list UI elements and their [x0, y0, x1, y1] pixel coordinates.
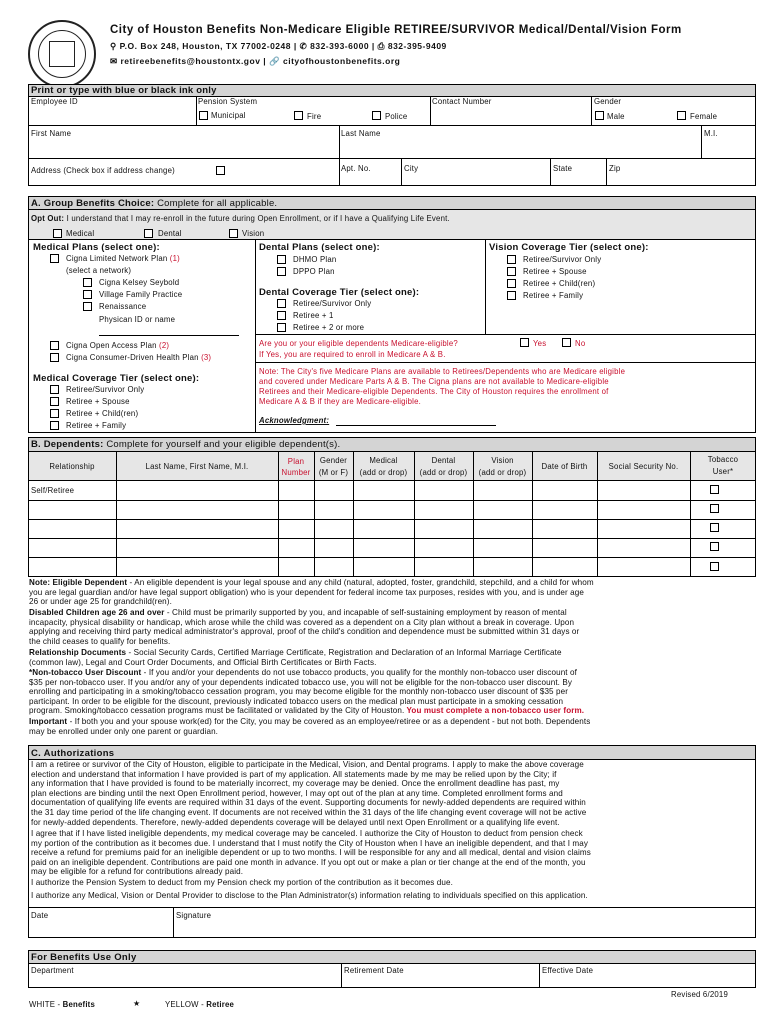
dental-tier-label-1: Retiree/Survivor Only [293, 299, 372, 308]
form-title: City of Houston Benefits Non-Medicare Eligible RETIREE/SURVIVOR Medical/Dental/Vision Form [110, 24, 682, 36]
fax-icon: ⎙ [377, 41, 385, 51]
select-network-label: (select a network) [66, 266, 132, 275]
important-note: Important - If both you and your spouse work(ed) for the City, you may be covered as an employee/retiree or as a dependent - but not both. Dependents may be enrolled under only one parent or guardian. [29, 717, 591, 736]
cigna-network-checkbox[interactable] [50, 254, 59, 263]
physician-label: Physican ID or name [99, 315, 176, 324]
col-gender-1: Gender [319, 456, 348, 465]
col-name: Last Name, First Name, M.I. [145, 462, 249, 471]
authorization-paragraph-4: I authorize any Medical, Vision or Dental Provider to disclose to the Plan Administrator(s) information relating to individuals specified on this application. [31, 891, 588, 900]
renaissance-checkbox[interactable] [83, 302, 92, 311]
gender-label: Gender [594, 97, 622, 106]
col-ssn: Social Security No. [608, 462, 679, 471]
star-icon: ★ [133, 999, 141, 1008]
fire-label: Fire [307, 112, 322, 121]
kelsey-label: Cigna Kelsey Seybold [99, 278, 180, 287]
address-change-checkbox[interactable] [216, 166, 225, 175]
optout-medical-label: Medical [66, 229, 95, 238]
municipal-checkbox[interactable] [199, 111, 208, 120]
section-b-heading: B. Dependents: Complete for yourself and your eligible dependent(s). [31, 439, 341, 450]
authorization-paragraph-1: I am a retiree or survivor of the City of Houston, eligible to participate in the Medical, Vision, and Dental programs. I apply to make the above coverage election and understand that information I have provided is part of my application. All statements made by me may be relied upon by the City; if any information that I have provided is found to be materially incorrect, my coverage may be denied. Once the enrollment deadline has past, my plan elections are binding until the next Open Enrollment period, however, I may opt out of the plan at any time. Completed enrollment forms and documentation of qualifying life events are required within 31 days of the event. Supporting documents for newly-added dependents are required within the 31 day time period of the life changing event. If documents are not received within the 31 days of the life changing event coverage will not be active for newly-added dependents. Therefore, newly-added dependents coverage will be delayed until next Open Enrollment or a qualifying life event. [31, 760, 587, 827]
self-retiree-label: Self/Retiree [31, 486, 75, 495]
employee-id-label: Employee ID [31, 97, 78, 106]
med-tier-checkbox-1[interactable] [50, 385, 59, 394]
signature-field[interactable] [176, 920, 752, 936]
vision-tier-label-4: Retiree + Family [523, 291, 584, 300]
open-access-checkbox[interactable] [50, 341, 59, 350]
date-label: Date [31, 911, 49, 920]
first-name-label: First Name [31, 129, 72, 138]
medicare-yes-checkbox[interactable] [520, 338, 529, 347]
medicare-note-1: Note: The City's five Medicare Plans are available to Retirees/Dependents who are Medicare eligible [259, 367, 626, 376]
section-c-heading: C. Authorizations [31, 748, 115, 759]
vision-tier-heading: Vision Coverage Tier (select one): [489, 242, 649, 253]
cigna-network-label: Cigna Limited Network Plan (1) [66, 254, 180, 263]
col-plan-2: Number [281, 468, 311, 477]
optout-dental-checkbox[interactable] [144, 229, 153, 238]
medical-plans-heading: Medical Plans (select one): [33, 242, 160, 253]
acknowledgment-line[interactable] [336, 425, 496, 426]
office-use-heading: For Benefits Use Only [31, 952, 137, 963]
ink-banner: Print or type with blue or black ink only [31, 85, 217, 96]
yellow-copy-label: YELLOW - Retiree [165, 1000, 235, 1009]
revised-date: Revised 6/2019 [671, 990, 728, 999]
phone-number: 832-393-6000 [310, 41, 370, 51]
med-tier-checkbox-2[interactable] [50, 397, 59, 406]
retirement-date-label: Retirement Date [344, 966, 404, 975]
optout-dental-label: Dental [158, 229, 182, 238]
mi-label: M.I. [704, 129, 718, 138]
col-vision-1: Vision [491, 456, 514, 465]
col-vision-2: (add or drop) [478, 468, 527, 477]
cdhp-checkbox[interactable] [50, 353, 59, 362]
physician-line[interactable] [99, 335, 239, 336]
col-dental-1: Dental [431, 456, 456, 465]
vision-tier-checkbox-4[interactable] [507, 291, 516, 300]
mailing-address: P.O. Box 248, Houston, TX 77002-0248 [119, 41, 291, 51]
city-seal-logo [28, 20, 96, 88]
col-medical-2: (add or drop) [359, 468, 408, 477]
female-checkbox[interactable] [677, 111, 686, 120]
address-label: Address (Check box if address change) [31, 166, 175, 175]
optout-medical-checkbox[interactable] [53, 229, 62, 238]
dhmo-checkbox[interactable] [277, 255, 286, 264]
tobacco-checkbox-4[interactable] [710, 542, 719, 551]
last-name-label: Last Name [341, 129, 381, 138]
col-tobacco-2: User* [712, 467, 734, 476]
police-label: Police [385, 112, 408, 121]
col-dental-2: (add or drop) [419, 468, 468, 477]
contact-number-label: Contact Number [432, 97, 492, 106]
tobacco-checkbox-2[interactable] [710, 504, 719, 513]
village-label: Village Family Practice [99, 290, 183, 299]
med-tier-checkbox-4[interactable] [50, 421, 59, 430]
zip-label: Zip [609, 164, 621, 173]
dppo-checkbox[interactable] [277, 267, 286, 276]
male-label: Male [607, 112, 625, 121]
tobacco-checkbox-3[interactable] [710, 523, 719, 532]
medicare-no-checkbox[interactable] [562, 338, 571, 347]
state-label: State [553, 164, 573, 173]
dental-tier-label-3: Retiree + 2 or more [293, 323, 365, 332]
opt-out-text: Opt Out: I understand that I may re-enroll in the future during Open Enrollment, or if I have a Qualifying Life Event. [31, 214, 450, 223]
tobacco-checkbox-1[interactable] [710, 485, 719, 494]
date-field[interactable] [31, 920, 169, 936]
eligible-dependent-note: Note: Eligible Dependent - An eligible dependent is your legal spouse and any child (natural, adopted, foster, grandchild, stepchild, and a child for whom you are legal guardian and/or have legal support obligation) who is your dependent for federal income tax purposes, resides with you, and is under age 26 or under age 25 for grandchild(ren). [29, 578, 594, 607]
dental-tier-checkbox-2[interactable] [277, 311, 286, 320]
col-tobacco-1: Tobacco [707, 455, 739, 464]
optout-vision-label: Vision [242, 229, 265, 238]
website[interactable]: cityofhoustonbenefits.org [283, 56, 401, 66]
disabled-children-note: Disabled Children age 26 and over - Child must be primarily supported by you, and incapable of self-sustaining employment by reason of mental incapacity, physical disability or handicap, which arose while the child was covered as a dependent on a City plan without a break in coverage. Upon applying and receiving third party medical administrator's approval, proof of the child's condition and dependence must be submitted within 31 days or the child ceases to qualify for benefits. [29, 608, 580, 646]
male-checkbox[interactable] [595, 111, 604, 120]
dental-tier-checkbox-1[interactable] [277, 299, 286, 308]
med-tier-label-2: Retiree + Spouse [66, 397, 130, 406]
municipal-label: Municipal [211, 111, 246, 120]
dental-tier-checkbox-3[interactable] [277, 323, 286, 332]
city-label: City [404, 164, 419, 173]
vision-tier-label-1: Retiree/Survivor Only [523, 255, 602, 264]
medicare-yes-label: Yes [533, 339, 547, 348]
medicare-note-3: Retirees and their Medicare-eligible Dependents. The City of Houston requires the enrollment of [259, 387, 609, 396]
web-line: ✉ retireebenefits@houstontx.gov | 🔗 cityofhoustonbenefits.org [110, 56, 401, 66]
link-icon: 🔗 [269, 56, 281, 66]
renaissance-label: Renaissance [99, 302, 147, 311]
med-tier-label-4: Retiree + Family [66, 421, 127, 430]
fire-checkbox[interactable] [294, 111, 303, 120]
col-dob: Date of Birth [541, 462, 588, 471]
police-checkbox[interactable] [372, 111, 381, 120]
cdhp-label: Cigna Consumer-Driven Health Plan (3) [66, 353, 212, 362]
village-checkbox[interactable] [83, 290, 92, 299]
medical-tier-heading: Medical Coverage Tier (select one): [33, 373, 200, 384]
vision-tier-label-3: Retiree + Child(ren) [523, 279, 596, 288]
vision-tier-checkbox-1[interactable] [507, 255, 516, 264]
dental-tier-heading: Dental Coverage Tier (select one): [259, 287, 420, 298]
med-tier-label-3: Retiree + Child(ren) [66, 409, 139, 418]
email-icon: ✉ [110, 56, 118, 66]
dhmo-label: DHMO Plan [293, 255, 337, 264]
fax-number: 832-395-9409 [387, 41, 447, 51]
apt-label: Apt. No. [341, 164, 371, 173]
col-relationship: Relationship [49, 462, 95, 471]
tobacco-checkbox-5[interactable] [710, 562, 719, 571]
signature-label: Signature [176, 911, 212, 920]
medicare-question: Are you or your eligible dependents Medicare-eligible? [259, 339, 458, 348]
optout-vision-checkbox[interactable] [229, 229, 238, 238]
relationship-documents-note: Relationship Documents - Social Security Cards, Certified Marriage Certificate, Registration and Declaration of an Informal Marriage Certificate (common law), Legal and Court Order Documents, and Official Birth Certificates or Birth Facts. [29, 648, 562, 667]
medicare-requirement: If Yes, you are required to enroll in Medicare A & B. [259, 350, 446, 359]
department-label: Department [31, 966, 74, 975]
col-plan-1: Plan [287, 457, 305, 466]
med-tier-checkbox-3[interactable] [50, 409, 59, 418]
pension-system-label: Pension System [198, 97, 258, 106]
phone-icon: ✆ [299, 41, 308, 51]
female-label: Female [690, 112, 718, 121]
email-address[interactable]: retireebenefits@houstontx.gov [120, 56, 261, 66]
col-medical-1: Medical [369, 456, 398, 465]
kelsey-checkbox[interactable] [83, 278, 92, 287]
medicare-note-4: Medicare A & B if they are Medicare-eligible. [259, 397, 421, 406]
vision-tier-label-2: Retiree + Spouse [523, 267, 587, 276]
open-access-label: Cigna Open Access Plan (2) [66, 341, 170, 350]
medicare-note-2: and covered under Medicare Parts A & B. The Cigna plans are not available to Medicare-eligible [259, 377, 609, 386]
col-gender-2: (M or F) [318, 468, 349, 477]
vision-tier-checkbox-2[interactable] [507, 267, 516, 276]
dental-plans-heading: Dental Plans (select one): [259, 242, 380, 253]
authorization-paragraph-2: I agree that if I have listed ineligible dependents, my medical coverage may be canceled. I authorize the City of Houston to deduct from pension check my portion of the contribution as it becomes due. I understand that I must notify the City of Houston when I have an ineligible dependent, and that I may receive a refund for premiums paid for an ineligible dependent or up to two months. I will be responsible for any and all medical, dental and vision claims paid on an ineligible dependent. Contributions are paid one month in advance. If you opt out or make a plan or tier change at the end of the month, you may be eligible for a refund for contributions already paid. [31, 829, 591, 877]
vision-tier-checkbox-3[interactable] [507, 279, 516, 288]
location-pin-icon: ⚲ [110, 41, 117, 51]
section-a-heading: A. Group Benefits Choice: Complete for all applicable. [31, 198, 278, 209]
tobacco-discount-note: *Non-tobacco User Discount - If you and/or your dependents do not use tobacco products, you qualify for the monthly non-tobacco user discount of $35 per non-tobacco user. If you and/or any of your dependents indicated tobacco use, you will not be eligible for the non-tobacco user discount. By enrolling and participating in a smoking/tobacco cessation program, you may become eligible for the monthly non-tobacco user discount of $35 per participant. In order to be eligible for the discount, previously indicated tobacco users on the medical plan must participate in a smoking cessation program. Smoking/tobacco cessation programs must be facilitated or validated by the City of Houston. You must complete a non-tobacco user form. [29, 668, 585, 716]
medicare-no-label: No [575, 339, 586, 348]
dental-tier-label-2: Retiree + 1 [293, 311, 334, 320]
dppo-label: DPPO Plan [293, 267, 335, 276]
effective-date-label: Effective Date [542, 966, 594, 975]
contact-line: ⚲ P.O. Box 248, Houston, TX 77002-0248 | ✆ 832-393-6000 | ⎙ 832-395-9409 [110, 41, 447, 51]
acknowledgment-label: Acknowledgment: [259, 416, 330, 425]
white-copy-label: WHITE - Benefits [29, 1000, 96, 1009]
med-tier-label-1: Retiree/Survivor Only [66, 385, 145, 394]
authorization-paragraph-3: I authorize the Pension System to deduct from my Pension check my portion of the contribution as it becomes due. [31, 878, 453, 887]
